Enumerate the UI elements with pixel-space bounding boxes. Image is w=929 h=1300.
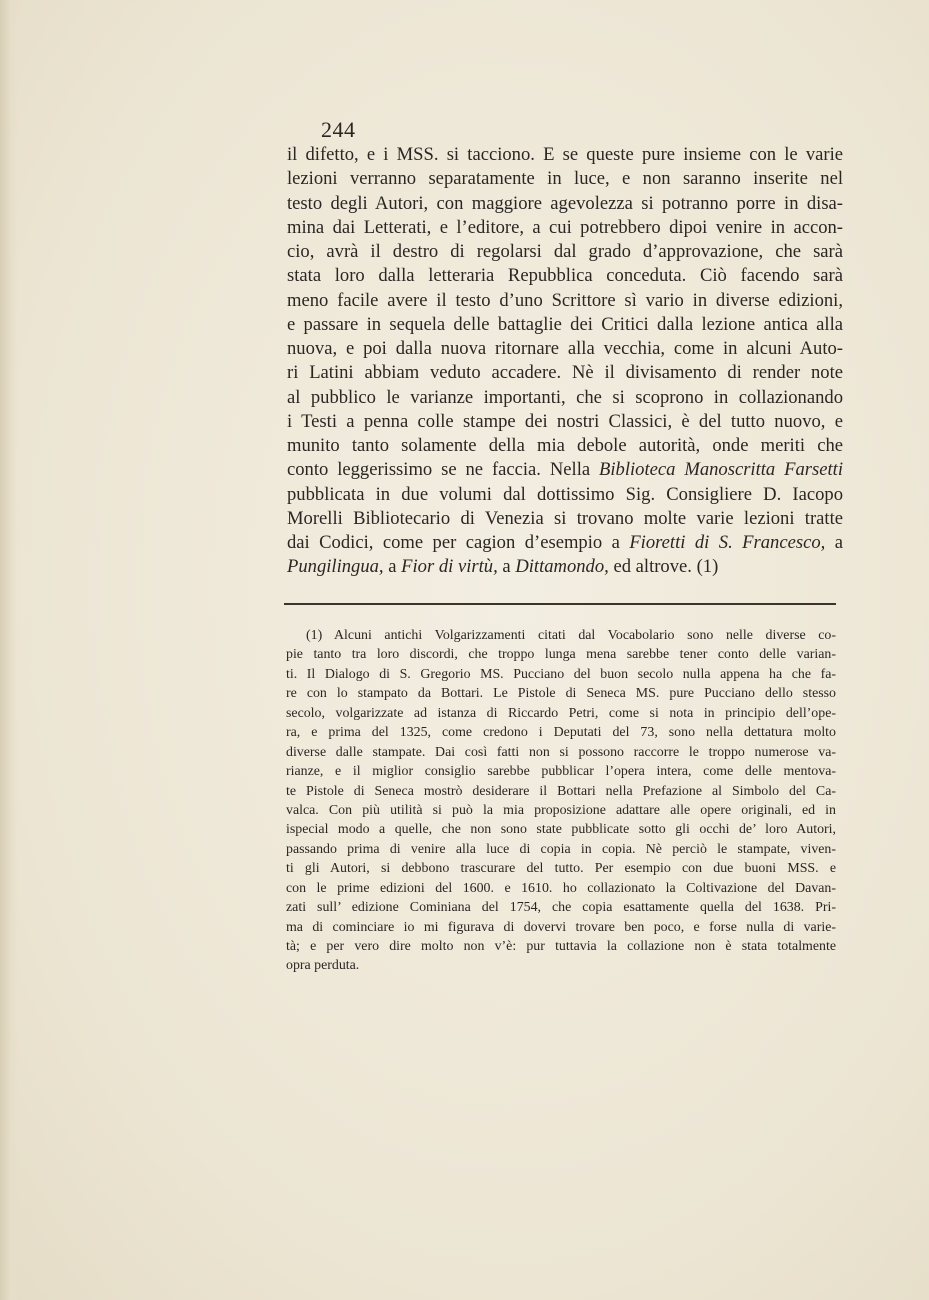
text-line: il difetto, e i MSS. si tacciono. E se queste pure insieme con le varie xyxy=(287,144,843,165)
page-number: 244 xyxy=(321,117,356,142)
text-span: a xyxy=(497,556,516,578)
book-title-fioretti: Fioretti di S. Francesco, xyxy=(629,532,826,553)
text-span: conto leggerissimo se ne faccia. Nella xyxy=(287,459,600,481)
text-line: meno facile avere il testo d’uno Scrittore sì vario in diverse edizioni, xyxy=(287,289,843,311)
footnote-line: con le prime edizioni del 1600. e 1610. ho collazionato la Coltivazione del Davan- xyxy=(286,880,836,896)
text-line: pubblicata in due volumi dal dottissimo Sig. Consigliere D. Iacopo xyxy=(287,483,843,505)
main-text xyxy=(287,143,843,580)
text-line: lezioni verranno separatamente in luce, e non saranno inserite nel xyxy=(287,168,843,190)
footnote-line: valca. Con più utilità si può la mia proposizione adattare alle opere originali, ed in xyxy=(286,802,836,818)
text-line: e passare in sequela delle battaglie dei Critici dalla lezione antica alla xyxy=(287,313,843,335)
footnote-line: re con lo stampato da Bottari. Le Pistole di Seneca MS. pure Pucciano dello stesso xyxy=(286,686,836,702)
footnote-line: (1) Alcuni antichi Volgarizzamenti citati dal Vocabolario sono nelle diverse co- xyxy=(306,628,836,643)
footnote-line: opra perduta. xyxy=(286,958,360,974)
footnote-line: ispecial modo a quelle, che non sono state pubblicate sotto gli occhi de’ loro Autori, xyxy=(286,822,836,838)
footnote-line: tà; e per vero dire molto non v’è: pur tuttavia la collazione non è stata totalmente xyxy=(286,939,836,954)
book-title-biblioteca: Biblioteca Manoscritta Farsetti xyxy=(599,459,843,481)
footnote-line: te Pistole di Seneca mostrò desiderare il Bottari nella Prefazione al Simbolo del Ca- xyxy=(286,783,836,799)
footnote-line: diverse dalle stampate. Dai così fatti non si possono raccorre le troppo numerose va- xyxy=(286,744,836,760)
footnote-line: ra, e prima del 1325, come credono i Deputati del 73, sono nella dettatura molto xyxy=(286,725,836,741)
book-title-pungilingua: Pungilingua, xyxy=(287,556,384,578)
footnote-line: ma di cominciare io mi figurava di dovervi trovare ben poco, e forse nulla di varie- xyxy=(286,919,836,935)
footnote-line: secolo, volgarizzate ad istanza di Riccardo Petri, come si nota in principio dell’ope- xyxy=(286,705,836,721)
footnote-line: passando prima di venire alla luce di copia in copia. Nè perciò le stampate, viven- xyxy=(286,841,836,857)
text-line: stata loro dalla letteraria Repubblica conceduta. Ciò facendo sarà xyxy=(287,265,843,287)
footnote-line: pie tanto tra loro discordi, che troppo lunga mena sarebbe tener conto delle varian- xyxy=(286,647,836,663)
text-line xyxy=(287,458,843,482)
footnote-line: ti gli Autori, si debbono trascurare del tutto. Per esempio con due buoni MSS. e xyxy=(286,861,836,877)
page-edge-shadow xyxy=(0,0,18,1300)
book-title-dittamondo: Dittamondo, xyxy=(515,556,609,578)
text-line: munito tanto solamente della mia debole autorità, onde meriti che xyxy=(287,435,843,456)
text-line: mina dai Letterati, e l’editore, a cui potrebbero dipoi venire in accon- xyxy=(287,216,843,238)
footnote-reference: ed altrove. (1) xyxy=(608,556,719,578)
text-line xyxy=(287,555,843,579)
footnote xyxy=(286,626,836,976)
text-span: dai Codici, come per cagion d’esempio a xyxy=(287,532,630,553)
text-line: ri Latini abbiam veduto accadere. Nè il divisamento di render note xyxy=(287,362,843,384)
text-span: a xyxy=(825,532,843,553)
footnote-line: rianze, e il miglior consiglio sarebbe pubblicar l’opera intera, come delle mentova- xyxy=(286,764,836,780)
text-line: nuova, e poi dalla nuova ritornare alla vecchia, come in alcuni Auto- xyxy=(287,338,843,359)
text-line xyxy=(287,531,843,555)
footnote-line: ti. Il Dialogo di S. Gregorio MS. Pucciano del buon secolo nulla appena ha che fa- xyxy=(286,666,836,682)
text-line: testo degli Autori, con maggiore agevolezza si potranno porre in disa- xyxy=(287,192,843,214)
book-title-fior-di-virtu: Fior di virtù, xyxy=(401,556,498,578)
text-span: a xyxy=(383,556,402,578)
footnote-divider xyxy=(284,603,836,605)
footnote-line: zati sull’ edizione Cominiana del 1754, che copia esattamente quella del 1638. Pri- xyxy=(286,900,836,916)
text-line: i Testi a penna colle stampe dei nostri Classici, è del tutto nuovo, e xyxy=(287,410,843,432)
text-line: al pubblico le varianze importanti, che si scoprono in collazionando xyxy=(287,386,843,408)
text-line: Morelli Bibliotecario di Venezia si trovano molte varie lezioni tratte xyxy=(287,507,843,529)
text-line: cio, avrà il destro di regolarsi dal grado d’approvazione, che sarà xyxy=(287,241,843,262)
